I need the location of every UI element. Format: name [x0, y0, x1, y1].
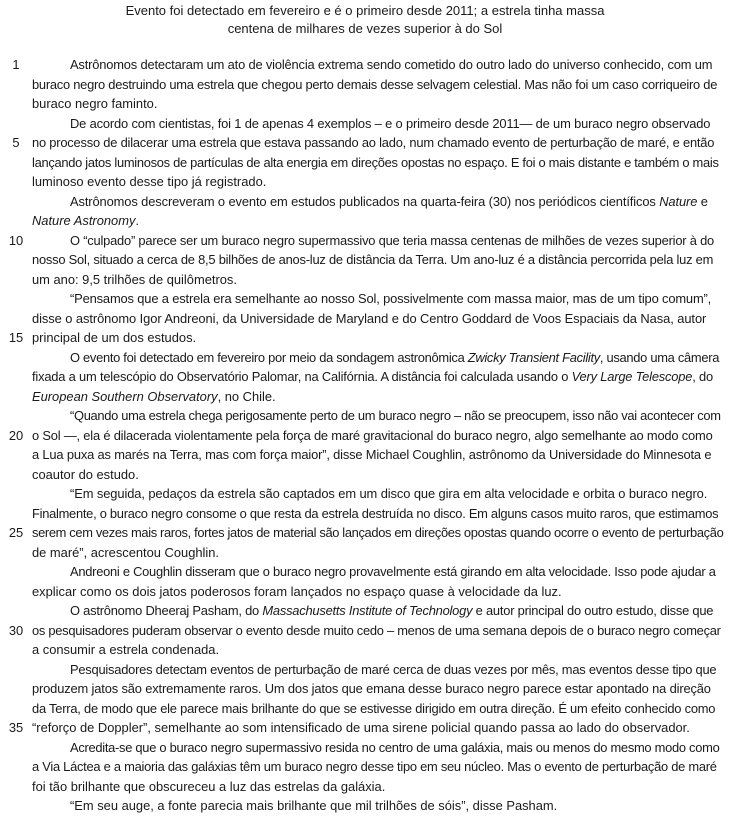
text-line — [0, 777, 730, 797]
article-body — [0, 55, 730, 816]
line-text-segment: serem cem vezes mais raros, fortes jatos de material são lançados em direções opostas quando ocorre o evento de perturbação — [32, 525, 724, 540]
line-text-segment: “Quando uma estrela chega perigosamente perto de um buraco negro – não se preocupem, isso não vai acontecer com — [70, 408, 721, 423]
line-text — [32, 94, 702, 114]
line-text-segment: foi tão brilhante que obscureceu a luz das estrelas da galáxia. — [32, 778, 386, 794]
title-line-1: Evento foi detectado em fevereiro e é o primeiro desde 2011; a estrela tinha massa — [125, 3, 605, 18]
line-text-segment: coautor do estudo. — [32, 466, 139, 482]
text-line — [0, 172, 730, 192]
line-text — [32, 738, 720, 758]
line-text — [32, 133, 715, 153]
line-number: 20 — [8, 427, 24, 443]
line-text — [32, 660, 717, 680]
italic-term: Nature — [659, 193, 698, 209]
line-text-segment: O astrônomo Dheeraj Pasham, do — [70, 603, 263, 618]
line-text-segment: a Lua puxa as marés na Terra, mas com força maior”, disse Michael Coughlin, astrônomo da Universidade do Minnesota e — [32, 447, 712, 462]
text-line — [0, 231, 730, 251]
text-line — [0, 640, 730, 660]
line-text-segment: fixada a um telescópio do Observatório Palomar, na Califórnia. A distância foi calculada usando o — [32, 369, 572, 384]
text-line — [0, 328, 730, 348]
line-text — [32, 153, 719, 173]
text-line — [0, 738, 730, 758]
line-text-segment: principal de um dos estudos. — [32, 330, 197, 345]
line-text — [32, 504, 719, 524]
line-text-segment: “Em seu auge, a fonte parecia mais brilhante que mil trilhões de sóis”, disse Pasham. — [70, 798, 558, 813]
text-line — [0, 660, 730, 680]
text-line — [0, 55, 730, 75]
line-text-segment: luminoso evento desse tipo já registrado. — [32, 174, 267, 189]
line-number: 15 — [8, 330, 24, 345]
line-text — [32, 523, 724, 543]
text-line — [0, 601, 730, 621]
text-line — [0, 582, 730, 602]
text-line — [0, 250, 730, 270]
italic-term: Zwicky Transient Facility — [467, 349, 600, 365]
line-text-segment: o Sol —, ela é dilacerada violentamente pela força de maré gravitacional do buraco negro, algo semelhante ao modo como — [32, 427, 713, 443]
text-line — [0, 621, 730, 641]
line-text — [32, 718, 702, 738]
line-number: 30 — [8, 622, 24, 638]
text-line — [0, 211, 730, 231]
line-text — [32, 699, 716, 719]
italic-term: Nature Astronomy — [32, 213, 136, 228]
italic-term: Massachusetts Institute of Technology — [262, 603, 473, 618]
text-line — [0, 348, 730, 368]
line-text — [32, 621, 721, 641]
line-text-segment: De acordo com cientistas, foi 1 de apenas 4 exemplos – e o primeiro desde 2011— de um buraco negro observado — [70, 115, 711, 131]
line-text-segment: buraco negro destruindo uma estrela que chegou perto demais desse selvagem celestial. Mas não foi um caso corriqueiro de — [32, 76, 718, 92]
text-line — [0, 504, 730, 524]
italic-term: Very Large Telescope — [571, 369, 693, 384]
text-line — [0, 133, 730, 153]
line-text-segment: “reforço de Doppler”, semelhante ao som intensificado de uma sirene policial quando passa ao lado do observador. — [32, 720, 690, 735]
line-text — [32, 270, 702, 290]
text-line — [0, 699, 730, 719]
line-text — [32, 484, 708, 504]
text-line — [0, 523, 730, 543]
line-text — [32, 211, 702, 231]
text-line — [0, 484, 730, 504]
line-number: 1 — [12, 57, 20, 72]
text-line — [0, 270, 730, 290]
line-text — [32, 465, 702, 485]
line-text-segment: “Em seguida, pedaços da estrela são captados em um disco que gira em alta velocidade e orbita o buraco negro. — [70, 486, 708, 501]
text-line — [0, 796, 730, 816]
line-text-segment: nosso Sol, situado a cerca de 8,5 bilhões de anos-luz de distância da Terra. Um ano-luz é a distância percorrida pela luz em — [32, 252, 714, 267]
line-text — [32, 367, 713, 387]
line-text-segment: e autor principal do outro estudo, disse que — [472, 603, 714, 618]
line-text — [32, 406, 721, 426]
document-title — [0, 0, 730, 38]
line-text-segment: e — [697, 193, 708, 209]
text-line — [0, 387, 730, 407]
line-text-segment: , do — [692, 369, 713, 384]
line-text — [32, 640, 702, 660]
line-text-segment: “Pensamos que a estrela era semelhante ao nosso Sol, possivelmente com massa maior, mas de um tipo comum”, — [70, 291, 712, 306]
line-text-segment: a Via Láctea e a maioria das galáxias têm um buraco negro desse tipo em seu núcleo. Mas o evento de perturbação de maré — [32, 759, 717, 774]
line-text-segment: os pesquisadores puderam observar o evento desde muito cedo – menos de uma semana depois de o buraco negro começar — [32, 622, 721, 638]
line-text-segment: disse o astrônomo Igor Andreoni, da Universidade de Maryland e do Centro Goddard de Voos Espaciais da Nasa, autor — [32, 310, 707, 326]
line-text — [32, 114, 711, 134]
line-text-segment: lançando jatos luminosos de partículas de alta energia em direções opostas no espaço. E foi o mais distante e também o mais — [32, 154, 719, 170]
line-text — [32, 445, 712, 465]
text-line — [0, 543, 730, 563]
line-text-segment: da Terra, de modo que ele parece mais brilhante do que se estivesse dirigido em outra direção. É um efeito conhecido como — [32, 700, 716, 716]
text-line — [0, 718, 730, 738]
line-text — [32, 289, 712, 309]
line-text — [32, 582, 702, 602]
text-line — [0, 289, 730, 309]
line-number: 10 — [8, 232, 24, 248]
line-text — [32, 192, 708, 212]
line-text-segment: . — [135, 213, 139, 228]
text-line — [0, 75, 730, 95]
text-line — [0, 367, 730, 387]
line-text — [32, 562, 716, 582]
title-line-2: centena de milhares de vezes superior à do Sol — [227, 21, 503, 36]
text-line — [0, 465, 730, 485]
line-text — [32, 348, 720, 368]
line-text-segment: O “culpado” parece ser um buraco negro supermassivo que teria massa centenas de milhões de vezes superior à do — [70, 232, 714, 248]
line-text — [32, 172, 702, 192]
line-text-segment: explicar como os dois jatos poderosos foram lançados no espaço quase à velocidade da luz. — [32, 583, 562, 599]
line-text-segment: Finalmente, o buraco negro consome o que resta da estrela destruída no disco. Em alguns casos muito raros, que estimamos — [32, 505, 719, 521]
line-text-segment: , no Chile. — [217, 388, 276, 404]
line-text — [32, 309, 707, 329]
line-text-segment: Acredita-se que o buraco negro supermassivo resida no centro de uma galáxia, mais ou menos do mesmo modo como — [70, 739, 720, 755]
line-text — [32, 75, 718, 95]
line-number: 25 — [8, 525, 24, 540]
text-line — [0, 192, 730, 212]
text-line — [0, 426, 730, 446]
text-line — [0, 406, 730, 426]
line-text-segment: Astrônomos descreveram o evento em estudos publicados na quarta-feira (30) nos periódicos científicos — [70, 193, 660, 209]
text-line — [0, 153, 730, 173]
line-text — [32, 679, 711, 699]
text-line — [0, 757, 730, 777]
line-text — [32, 777, 702, 797]
line-text-segment: , usando uma câmera — [599, 349, 720, 365]
line-text-segment: buraco negro faminto. — [32, 96, 158, 111]
text-line — [0, 562, 730, 582]
text-line — [0, 114, 730, 134]
text-line — [0, 309, 730, 329]
line-text-segment: Andreoni e Coughlin disseram que o buraco negro provavelmente está girando em alta velocidade. Isso pode ajudar a — [70, 564, 716, 579]
italic-term: European Southern Observatory — [32, 388, 218, 404]
line-text — [32, 387, 702, 407]
line-text — [32, 328, 702, 348]
line-text — [32, 757, 717, 777]
line-text-segment: Astrônomos detectaram um ato de violência extrema sendo cometido do outro lado do universo conhecido, com um — [70, 57, 713, 72]
line-text — [32, 543, 702, 563]
line-text — [32, 55, 713, 75]
text-line — [0, 94, 730, 114]
line-text — [32, 250, 714, 270]
line-text — [32, 426, 713, 446]
line-number: 35 — [8, 720, 24, 735]
line-text-segment: produzem jatos são extremamente raros. Um dos jatos que emana desse buraco negro parece estar apontado na direção — [32, 681, 711, 696]
line-text-segment: O evento foi detectado em fevereiro por meio da sondagem astronômica — [70, 349, 468, 365]
line-text — [32, 796, 702, 816]
text-line — [0, 445, 730, 465]
line-text-segment: de maré”, acrescentou Coughlin. — [32, 544, 220, 560]
line-number: 5 — [12, 135, 20, 150]
text-line — [0, 679, 730, 699]
line-text-segment: um ano: 9,5 trilhões de quilômetros. — [32, 271, 237, 287]
line-text-segment: a consumir a estrela condenada. — [32, 642, 220, 657]
line-text — [32, 601, 714, 621]
line-text-segment: no processo de dilacerar uma estrela que estava passando ao lado, num chamado evento de perturbação de maré, e então — [32, 135, 715, 150]
line-text-segment: Pesquisadores detectam eventos de perturbação de maré cerca de duas vezes por mês, mas eventos desse tipo que — [70, 661, 717, 677]
line-text — [32, 231, 714, 251]
